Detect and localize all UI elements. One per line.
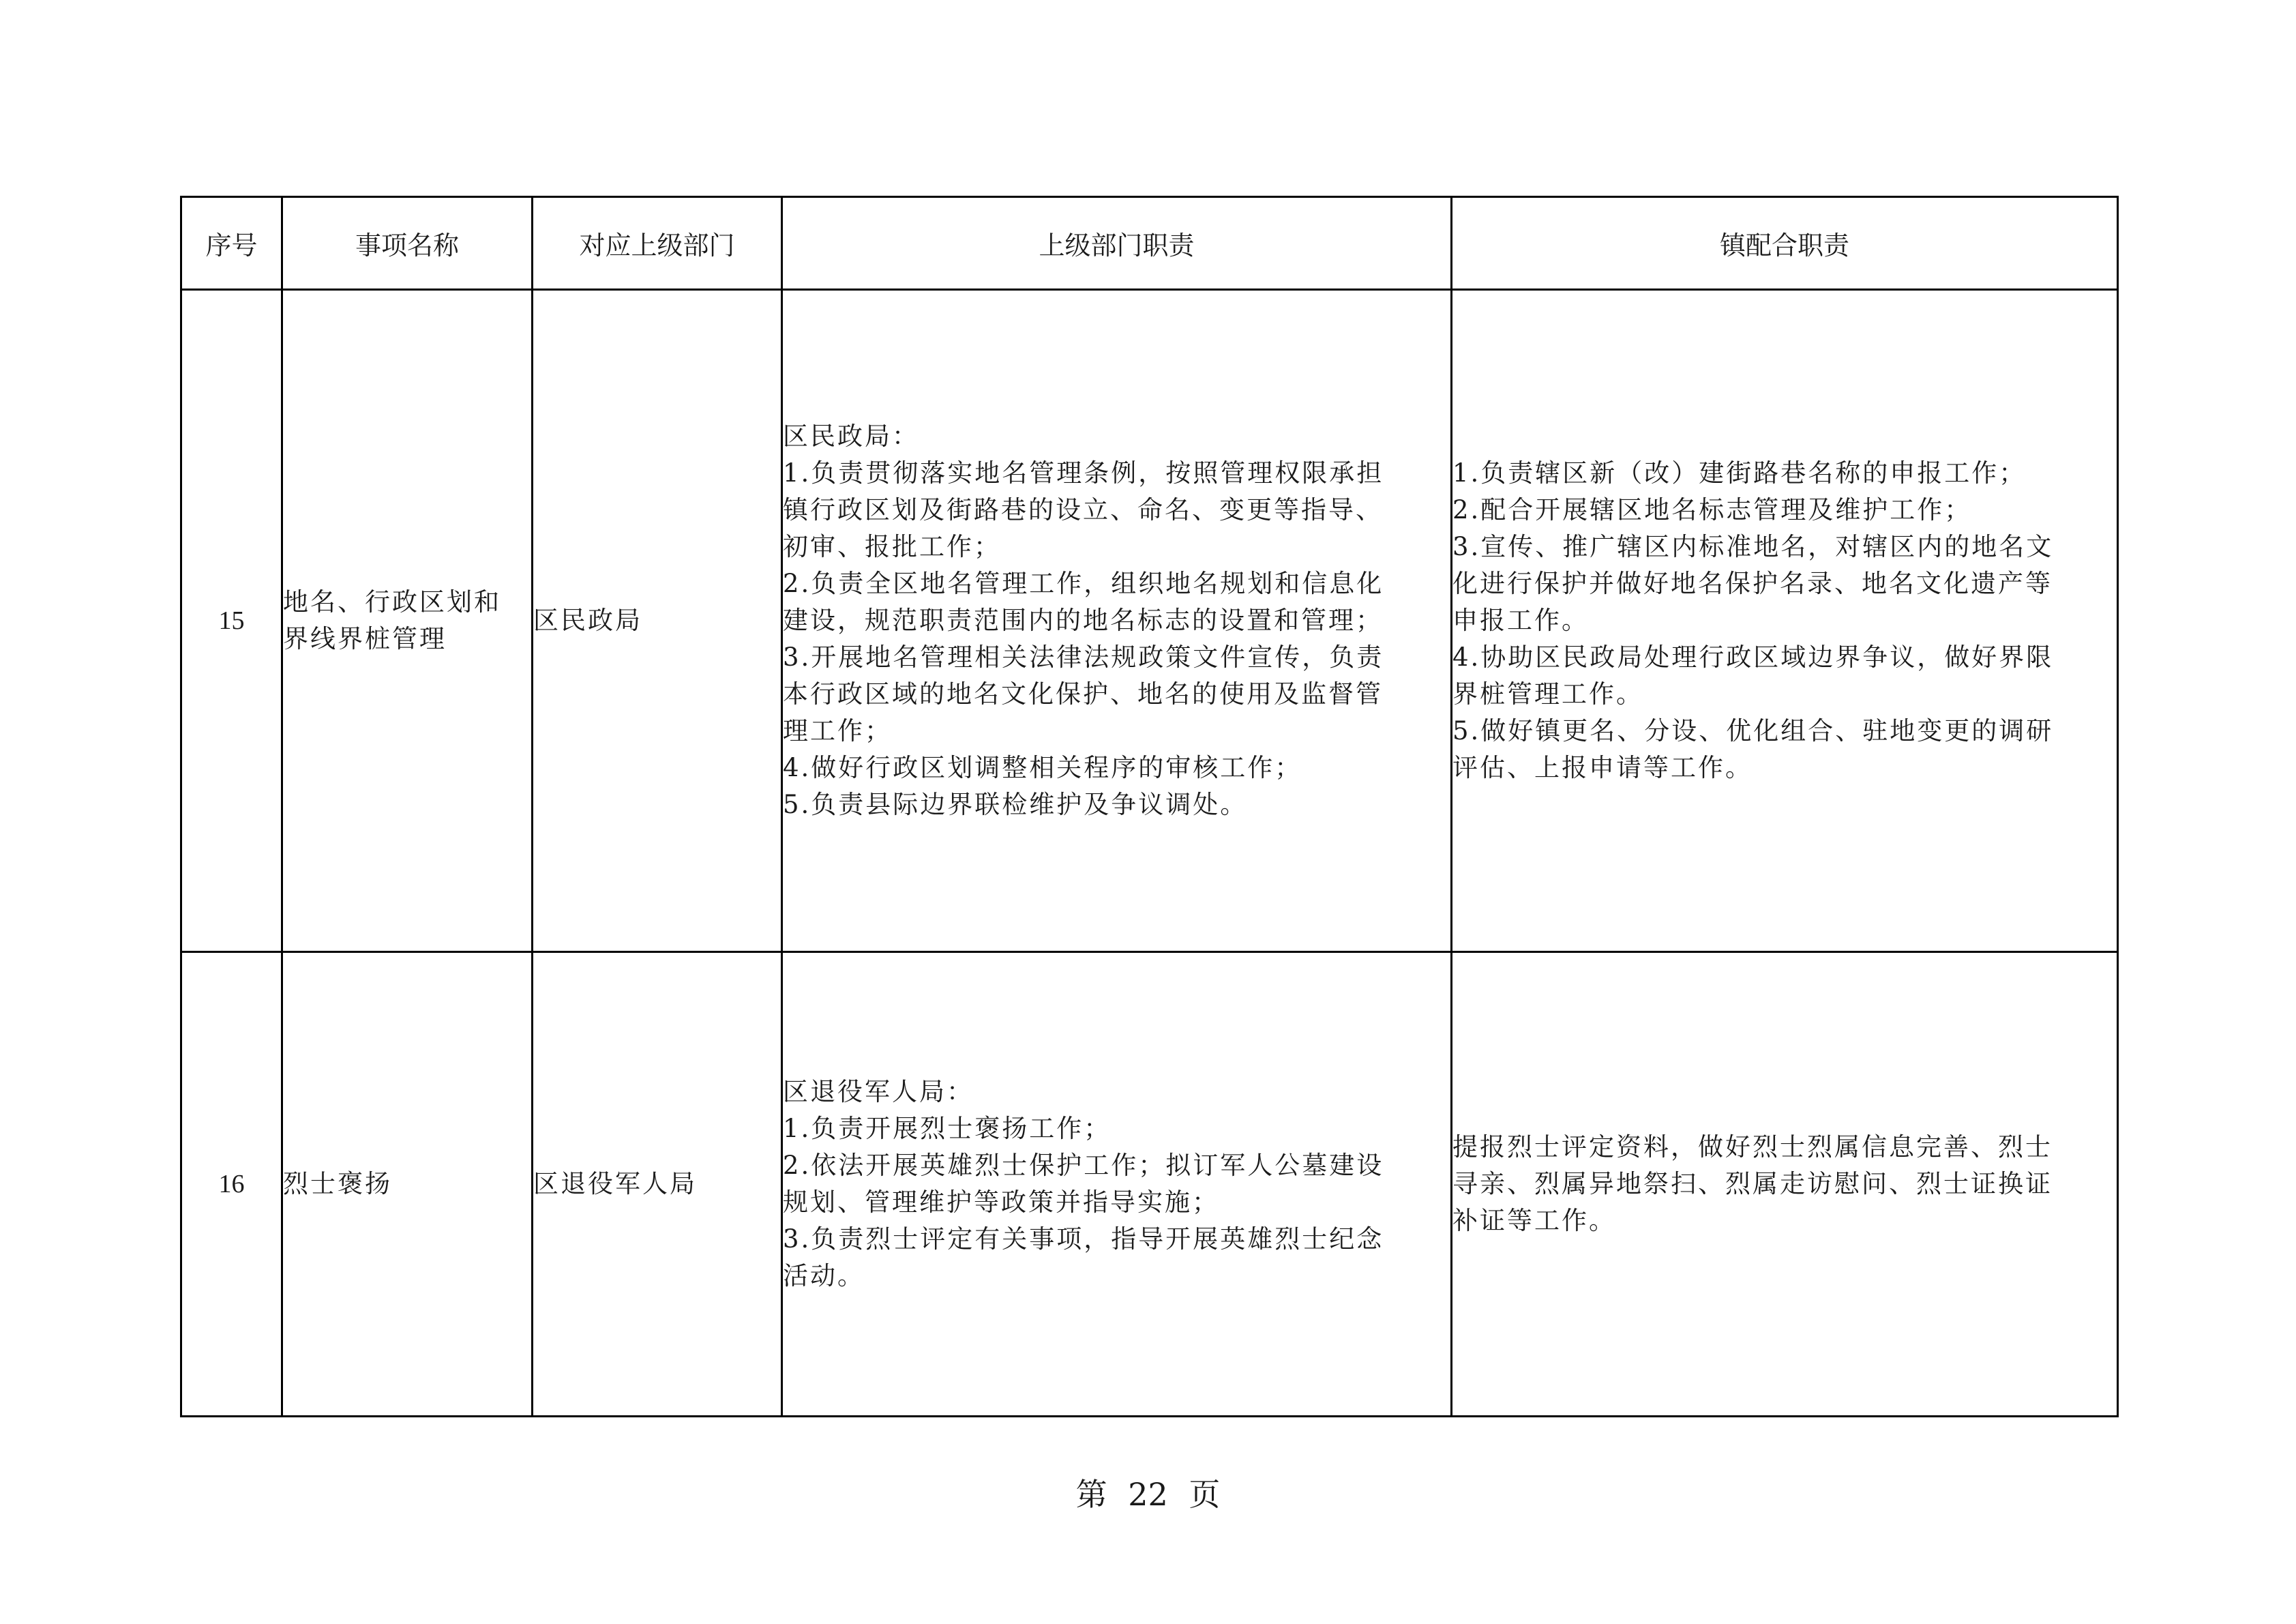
header-upper-duty: 上级部门职责 xyxy=(782,197,1452,290)
row-upper-department xyxy=(533,290,782,952)
row-town-duty xyxy=(1452,952,2118,1417)
upper-duty-line: 4.做好行政区划调整相关程序的审核工作； xyxy=(783,753,1302,782)
upper-duty-line: 初审、报批工作； xyxy=(783,532,1001,561)
row-serial-number: 15 xyxy=(181,290,282,952)
upper-duty-line: 区退役军人局： xyxy=(783,1077,974,1106)
town-duty-line: 1.负责辖区新（改）建街路巷名称的申报工作； xyxy=(1452,458,2027,488)
row-serial-number: 16 xyxy=(181,952,282,1417)
page-footer xyxy=(0,1470,2296,1515)
row-town-duty xyxy=(1452,290,2118,952)
town-duty-line: 申报工作。 xyxy=(1452,606,1589,635)
header-serial-number: 序号 xyxy=(181,197,282,290)
row-upper-duty xyxy=(782,952,1452,1417)
town-duty-line: 3.宣传、推广辖区内标准地名，对辖区内的地名文 xyxy=(1452,532,2054,561)
table-row xyxy=(181,952,2118,1417)
upper-duty-line: 理工作； xyxy=(783,716,892,745)
header-town-duty: 镇配合职责 xyxy=(1452,197,2118,290)
item-name-line: 界线界桩管理 xyxy=(283,624,447,653)
header-upper-department: 对应上级部门 xyxy=(533,197,782,290)
upper-duty-line: 1.负责开展烈士褒扬工作； xyxy=(783,1114,1112,1143)
upper-duty-line: 规划、管理维护等政策并指导实施； xyxy=(783,1187,1219,1217)
upper-duty-line: 本行政区域的地名文化保护、地名的使用及监督管 xyxy=(783,679,1383,709)
row-item-name xyxy=(282,290,533,952)
upper-duty-line: 2.负责全区地名管理工作，组织地名规划和信息化 xyxy=(783,569,1384,598)
town-duty-line: 评估、上报申请等工作。 xyxy=(1452,753,1753,782)
town-duty-line: 补证等工作。 xyxy=(1452,1206,1616,1235)
upper-duty-line: 建设，规范职责范围内的地名标志的设置和管理； xyxy=(783,606,1383,635)
upper-duty-line: 区民政局： xyxy=(783,422,919,451)
row-upper-duty xyxy=(782,290,1452,952)
row-upper-department xyxy=(533,952,782,1417)
town-duty-line: 寻亲、烈属异地祭扫、烈属走访慰问、烈士证换证 xyxy=(1452,1169,2053,1198)
upper-duty-line: 活动。 xyxy=(783,1261,865,1290)
department-text: 区民政局 xyxy=(533,606,642,635)
page-suffix: 页 xyxy=(1189,1476,1221,1513)
upper-duty-line: 1.负责贯彻落实地名管理条例，按照管理权限承担 xyxy=(783,458,1384,488)
town-duty-line: 提报烈士评定资料，做好烈士烈属信息完善、烈士 xyxy=(1452,1132,2053,1162)
upper-duty-line: 镇行政区划及街路巷的设立、命名、变更等指导、 xyxy=(783,495,1383,525)
duty-table xyxy=(180,196,2119,1417)
town-duty-line: 2.配合开展辖区地名标志管理及维护工作； xyxy=(1452,495,1972,525)
upper-duty-line: 5.负责县际边界联检维护及争议调处。 xyxy=(783,790,1248,819)
town-duty-line: 化进行保护并做好地名保护名录、地名文化遗产等 xyxy=(1452,569,2053,598)
table-header-row xyxy=(181,197,2118,290)
upper-duty-line: 3.负责烈士评定有关事项，指导开展英雄烈士纪念 xyxy=(783,1224,1384,1254)
upper-duty-line: 3.开展地名管理相关法律法规政策文件宣传，负责 xyxy=(783,643,1384,672)
page-number: 22 xyxy=(1128,1476,1168,1513)
page-prefix: 第 xyxy=(1075,1476,1107,1513)
table-row xyxy=(181,290,2118,952)
town-duty-line: 5.做好镇更名、分设、优化组合、驻地变更的调研 xyxy=(1452,716,2054,745)
header-item-name: 事项名称 xyxy=(282,197,533,290)
upper-duty-line: 2.依法开展英雄烈士保护工作；拟订军人公墓建设 xyxy=(783,1151,1384,1180)
item-name-line: 烈士褒扬 xyxy=(283,1169,392,1198)
town-duty-line: 4.协助区民政局处理行政区域边界争议，做好界限 xyxy=(1452,643,2054,672)
item-name-line: 地名、行政区划和 xyxy=(283,587,501,617)
department-text: 区退役军人局 xyxy=(533,1169,697,1198)
town-duty-line: 界桩管理工作。 xyxy=(1452,679,1643,709)
row-item-name xyxy=(282,952,533,1417)
